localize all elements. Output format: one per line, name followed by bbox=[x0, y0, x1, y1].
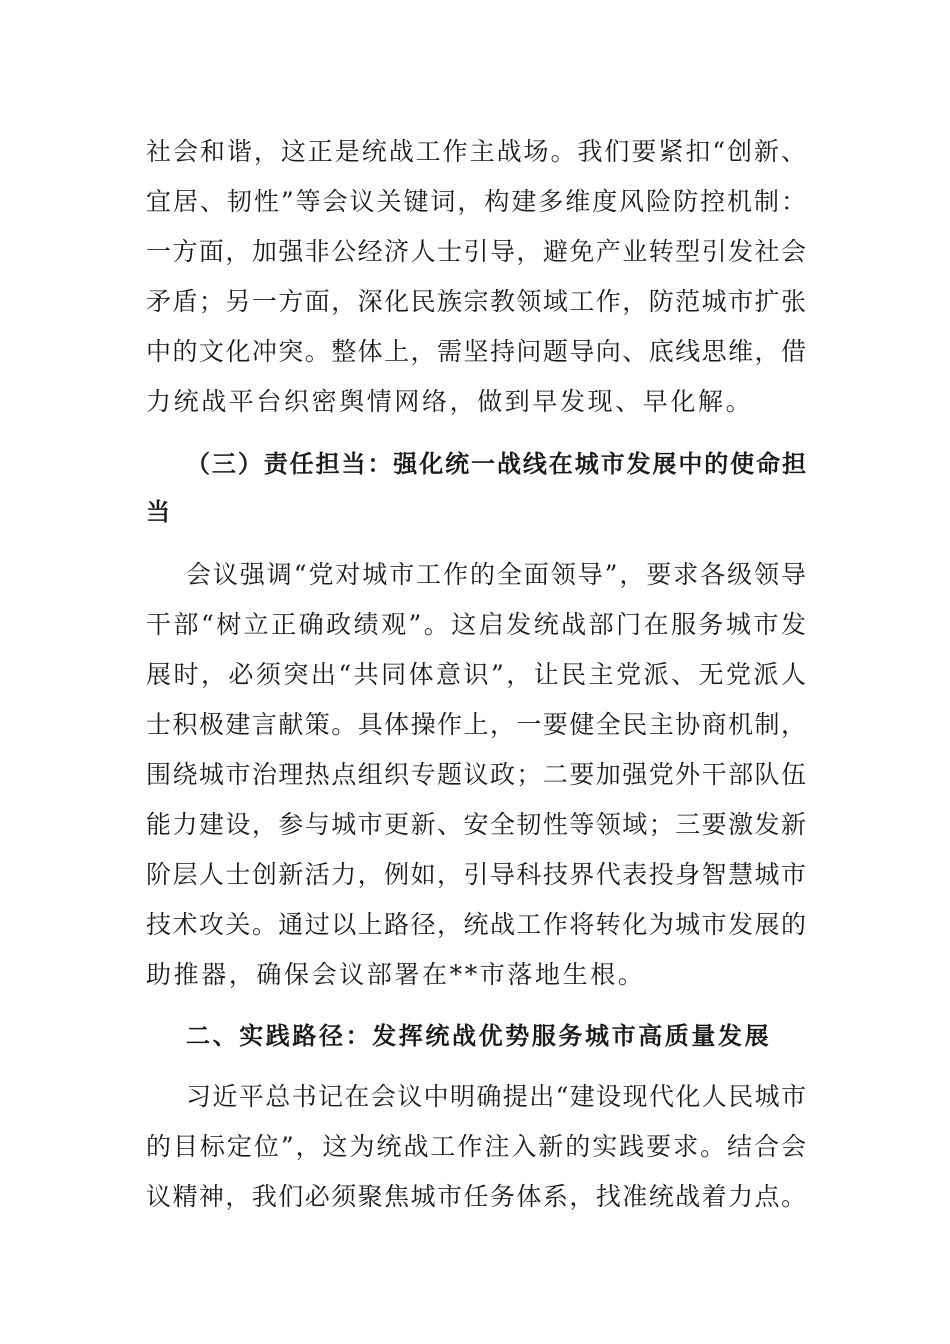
body-text-line: 宜居、韧性”等会议关键词，构建多维度风险防控机制： bbox=[146, 187, 806, 216]
body-text-line: 力统战平台织密舆情网络，做到早发现、早化解。 bbox=[146, 387, 754, 416]
section-heading-3: （三）责任担当：强化统一战线在城市发展中的使命担 bbox=[186, 450, 806, 478]
body-text-line: 社会和谐，这正是统战工作主战场。我们要紧扣“创新、 bbox=[146, 137, 806, 166]
section-heading-2: 二、实践路径：发挥统战优势服务城市高质量发展 bbox=[186, 1022, 772, 1050]
body-text-line: 围绕城市治理热点组织专题议政；二要加强党外干部队伍 bbox=[146, 760, 806, 789]
body-text-line: 的目标定位”，这为统战工作注入新的实践要求。结合会 bbox=[146, 1132, 806, 1161]
body-text-line: 助推器，确保会议部署在**市落地生根。 bbox=[146, 960, 646, 989]
body-text-line: 会议强调“党对城市工作的全面领导”，要求各级领导 bbox=[186, 560, 806, 589]
body-text-line: 一方面，加强非公经济人士引导，避免产业转型引发社会 bbox=[146, 237, 806, 266]
body-text-line: 习近平总书记在会议中明确提出“建设现代化人民城市 bbox=[186, 1082, 806, 1111]
body-text-line: 矛盾；另一方面，深化民族宗教领域工作，防范城市扩张 bbox=[146, 287, 806, 316]
body-text-line: 议精神，我们必须聚焦城市任务体系，找准统战着力点。 bbox=[146, 1182, 806, 1211]
body-text-line: 技术攻关。通过以上路径，统战工作将转化为城市发展的 bbox=[146, 910, 806, 939]
body-text-line: 阶层人士创新活力，例如，引导科技界代表投身智慧城市 bbox=[146, 860, 806, 889]
body-text-line: 干部“树立正确政绩观”。这启发统战部门在服务城市发 bbox=[146, 610, 806, 639]
body-text-line: 中的文化冲突。整体上，需坚持问题导向、底线思维，借 bbox=[146, 337, 806, 366]
body-text-line: 士积极建言献策。具体操作上，一要健全民主协商机制， bbox=[146, 710, 806, 739]
section-heading-3-continued: 当 bbox=[146, 498, 173, 526]
body-text-line: 能力建设，参与城市更新、安全韧性等领域；三要激发新 bbox=[146, 810, 806, 839]
body-text-line: 展时，必须突出“共同体意识”，让民主党派、无党派人 bbox=[146, 660, 806, 689]
